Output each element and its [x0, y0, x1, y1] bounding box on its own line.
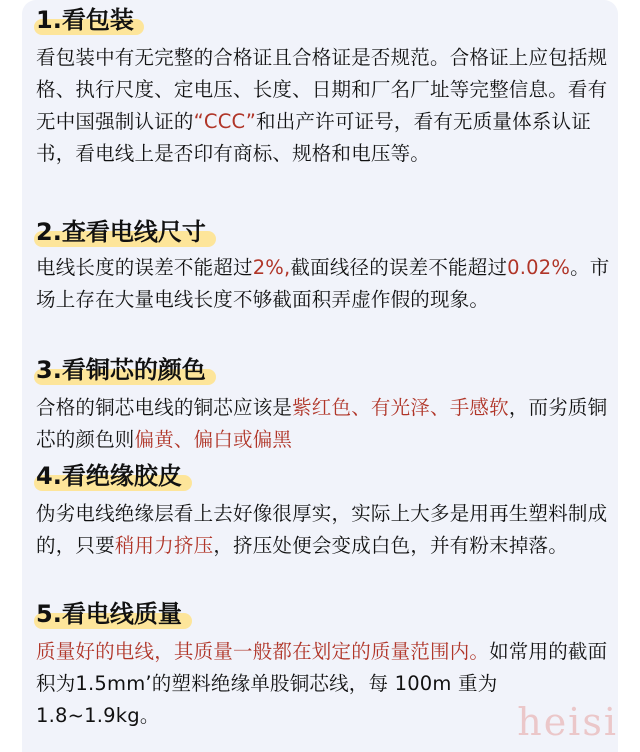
- text-span: 看包装中有无完整的合格证且合格证是否规范。合格证上应包括规格、执行尺度、定电压、长度、日期和厂名厂址等完整信息。看有无中国强制认证的: [36, 46, 608, 133]
- highlight-span: 2%,: [252, 256, 291, 279]
- text-span: 和出产许可证号，看有无质量体系认证书，看电线上是否印有商标、规格和电压等。: [36, 110, 591, 165]
- text-span: 截面线径的误差不能超过: [290, 256, 508, 279]
- section-paragraph: [36, 42, 622, 170]
- highlight-span: 紫红色、有光泽、手感软: [292, 396, 509, 419]
- section-heading: 5.看电线质量: [34, 598, 188, 630]
- highlight-span: 0.02%: [507, 256, 571, 279]
- text-span: 。市场上存在大量电线长度不够截面积弄虚作假的现象。: [36, 256, 610, 311]
- section-paragraph: [36, 392, 622, 456]
- highlight-span: 质量好的电线，其质量一般都在划定的质量范围内。: [36, 640, 490, 663]
- highlight-span: “CCC”: [193, 110, 257, 133]
- section-heading: 1.看包装: [34, 4, 140, 36]
- section-wire-size: [36, 216, 622, 316]
- watermark: heisi: [517, 700, 618, 744]
- text-span: 如常用的截面积为1.5mm’的塑料绝缘单股铜芯线，每 100m 重为 1.8~1.9kg。: [36, 640, 608, 727]
- highlight-span: 偏黄、偏白或偏黑: [134, 428, 293, 451]
- text-span: 电线长度的误差不能超过: [36, 256, 253, 279]
- section-paragraph: [36, 252, 622, 316]
- section-heading: 3.看铜芯的颜色: [34, 354, 212, 386]
- section-packaging: [36, 4, 622, 170]
- text-span: 合格的铜芯电线的铜芯应该是: [36, 396, 293, 419]
- section-paragraph: [36, 498, 622, 562]
- text-span: 伪劣电线绝缘层看上去好像很厚实，实际上大多是用再生塑料制成的，只要: [36, 502, 608, 557]
- text-span: ，而劣质铜芯的颜色则: [36, 396, 608, 451]
- section-heading: 2.查看电线尺寸: [34, 216, 212, 248]
- section-copper-color: [36, 354, 622, 456]
- text-span: ，挤压处便会变成白色，并有粉末掉落。: [213, 534, 568, 557]
- section-heading: 4.看绝缘胶皮: [34, 460, 188, 492]
- highlight-span: 稍用力挤压: [114, 534, 214, 557]
- section-insulation: [36, 460, 622, 562]
